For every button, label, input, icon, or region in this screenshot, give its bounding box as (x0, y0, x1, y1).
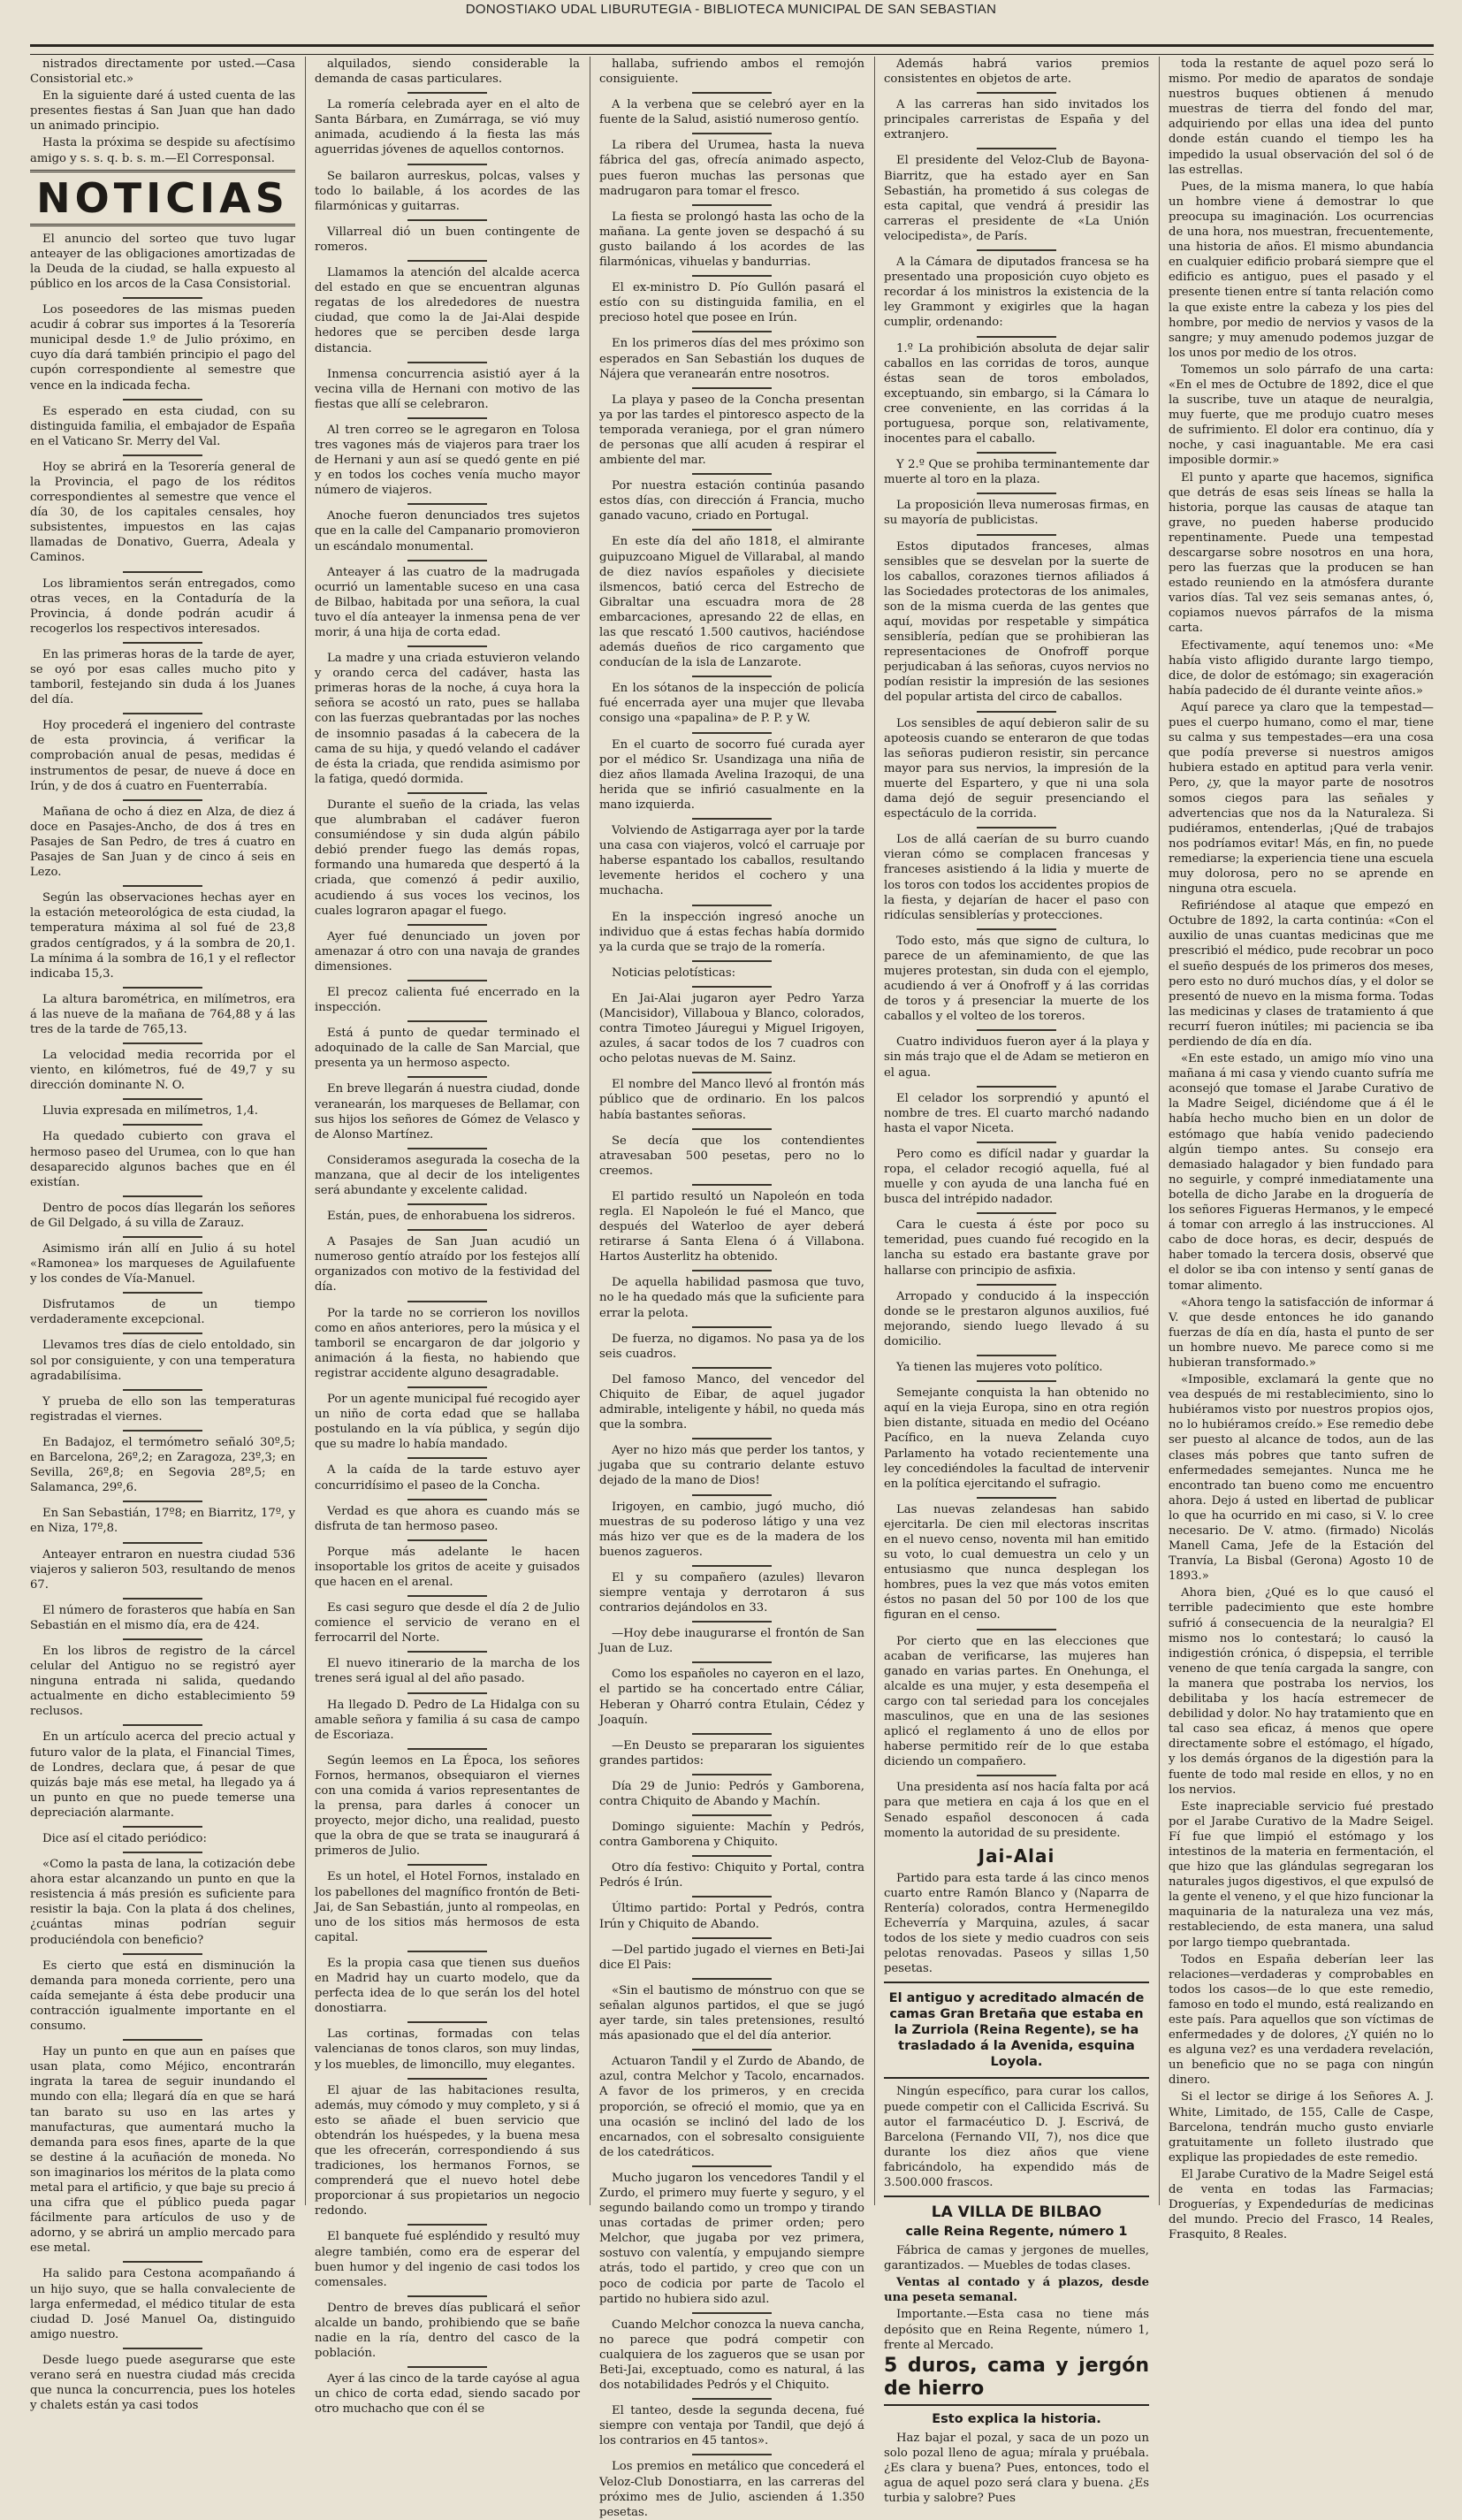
item-separator (315, 1226, 580, 1234)
item-separator (315, 160, 580, 169)
news-paragraph: Los sensibles de aquí debieron salir de su apoteosis cuando se enteraron de que todas las señoras pudieron resistir, sin percance mayor para sus nervios, la impresión de la muerte del Espartero, y que ni una sola dama dejó de seguir presenciando el espectáculo de la corrida. (884, 716, 1149, 821)
item-separator (884, 1771, 1149, 1780)
news-paragraph: Villarreal dió un buen contingente de romeros. (315, 225, 580, 254)
news-paragraph: Del famoso Manco, del vencedor del Chiquito de Eibar, de aquel jugador admirable, inteligente y hábil, no queda más que la sombra. (599, 1372, 864, 1432)
ad-gran-bretana (884, 1982, 1149, 2079)
item-separator (30, 2035, 295, 2044)
item-separator (315, 358, 580, 367)
news-paragraph: Está á punto de quedar terminado el adoquinado de la calle de San Marcial, que presenta ya un hermoso aspecto. (315, 1027, 580, 1071)
ad-subtitle: calle Reina Regente, número 1 (905, 2225, 1128, 2240)
item-separator (315, 1017, 580, 1026)
item-separator (884, 88, 1149, 97)
item-separator (599, 1562, 864, 1570)
item-separator (884, 1138, 1149, 1147)
news-paragraph: Pero como es difícil nadar y guardar la ropa, el celador recogió aquella, fué al muelle y con ayuda de una lancha fué en busca del intrépido nadador. (884, 1147, 1149, 1207)
news-paragraph: El Jarabe Curativo de la Madre Seigel está de venta en todas las Farmacias; Droguerías, y Expendedurías de medicinas del mundo. Precio del Frasco, 14 Reales, Frasquito, 8 Reales. (1169, 2167, 1434, 2242)
item-separator (599, 1323, 864, 1332)
news-paragraph: Una presidenta así nos hacía falta por acá para que metiera en caja á los que en el Senado español desconocen á cada momento la autoridad de su presidente. (884, 1781, 1149, 1840)
news-paragraph: Disfrutamos de un tiempo verdaderamente excepcional. (30, 1298, 295, 1327)
item-separator (315, 556, 580, 565)
news-paragraph: —Del partido jugado el viernes en Beti-Jai dice El Pais: (599, 1943, 864, 1972)
news-paragraph: La madre y una criada estuvieron velando y orando cerca del cadáver, hasta las primeras horas de la noche, á cuya hora la señora se acostó un rato, pues se hallaba con las fuerzas quebrantadas por las noches de insomnio pasadas á la cabecera de la cama de su hija, y quedó velando el cadáver de ésta la criada, que rendida asimismo por la fatiga, quedó dormida. (315, 652, 580, 786)
item-separator (315, 1297, 580, 1306)
news-paragraph: De aquella habilidad pasmosa que tuvo, no le ha quedado más que la suficiente para errar la pelota. (599, 1276, 864, 1320)
item-separator (599, 2162, 864, 2171)
item-separator (30, 2257, 295, 2266)
news-paragraph: A Pasajes de San Juan acudió un numeroso gentío atraído por los festejos allí organizados con motivo de la festividad del día. (315, 1235, 580, 1294)
news-paragraph: Irigoyen, en cambio, jugó mucho, dió muestras de su poderoso látigo y una vez más hizo ver que es de la madera de los buenos zagueros. (599, 1500, 864, 1559)
news-paragraph: Porque más adelante le hacen insoportable los gritos de aceite y guisados que hacen en el arenal. (315, 1545, 580, 1589)
news-list (884, 57, 1149, 1841)
item-separator (884, 144, 1149, 153)
news-paragraph: Inmensa concurrencia asistió ayer á la vecina villa de Hernani con motivo de las fiestas que allí se celebraron. (315, 367, 580, 411)
item-separator (599, 525, 864, 534)
item-separator (315, 88, 580, 97)
news-paragraph: La proposición lleva numerosas firmas, en su mayoría de publicistas. (884, 499, 1149, 528)
item-separator (30, 1192, 295, 1201)
item-separator (315, 1454, 580, 1462)
news-paragraph: Este inapreciable servicio fué prestado por el Jarabe Curativo de la Madre Seigel. Fí fue que limpió el estómago y los intestinos de la materia en fermentación, el que hizo que las glándulas segregaran los naturales jugos digestivos, el que expulsó de la gente el veneno, y el que hizo funcionar la maquinaria de la naturaleza una vez más, restableciendo, de esta manera, una salud por largo tiempo quebrantada. (1169, 1799, 1434, 1950)
item-separator (599, 2309, 864, 2318)
item-separator (30, 1721, 295, 1730)
newspaper-page (30, 44, 1434, 2519)
news-paragraph: Hoy se abrirá en la Tesorería general de la Provincia, el pago de los réditos correspondientes al semestre que vence el día 30, de los capitales censales, hoy subsistentes, impuestos en las cajas llamadas de Donativo, Guerra, Adeala y Caminos. (30, 460, 295, 565)
column-4 (884, 57, 1149, 2506)
item-separator (884, 823, 1149, 832)
news-paragraph: Los premios en metálico que concederá el Veloz-Club Donostiarra, en las carreras del próximo mes de Julio, ascienden á 1.350 pesetas. (599, 2460, 864, 2519)
news-list (599, 57, 864, 2520)
jai-alai-title: Jai-Alai (978, 1844, 1055, 1867)
item-separator (315, 1536, 580, 1545)
news-paragraph: El y su compañero (azules) llevaron siempre ventaja y derrotaron á sus contrarios dejándolos en 33. (599, 1570, 864, 1615)
item-separator (315, 1860, 580, 1869)
section-title-noticias: NOTICIAS (30, 170, 295, 226)
news-paragraph: Llamamos la atención del alcalde acerca del estado en que se encuentran algunas regatas de los alrededores de nuestra ciudad, que como la de Jai-Alai despide hedores que se perciben desde larga distancia. (315, 266, 580, 355)
news-paragraph: El tanteo, desde la segunda decena, fué siempre con ventaja por Tandil, que dejó á los contrarios en 45 tantos». (599, 2404, 864, 2448)
item-separator (30, 1288, 295, 1297)
news-paragraph: Según las observaciones hechas ayer en la estación meteorológica de esta ciudad, la temperatura máxima al sol fué de 23,8 grados centígrados, y á la sombra de 20,1. La mínima á la sombra de 16,1 y el reflector indicaba 15,3. (30, 891, 295, 981)
item-separator (30, 882, 295, 890)
news-paragraph: Ahora bien, ¿Qué es lo que causó el terrible padecimiento que este hombre sufrió á consecuencia de la neuralgia? El mismo nos lo contestará; lo causó la indigestión crónica, ó dispepsia, el terrible veneno de que tenía cargada la sangre, con la manera que postraba los nervios, los debilitaba y los hacía estremecer de debilidad y dolor. No hay tratamiento que en tal caso sea eficaz, á menos que opere directamente sobre el estómago, el hígado, y los demás órganos de la digestión para la fuente de todo mal reside en ellos, y no en los nervios. (1169, 1586, 1434, 1797)
news-paragraph: Llevamos tres días de cielo entoldado, sin sol por consiguiente, y con una temperatura agradabilísima. (30, 1339, 295, 1383)
item-separator (599, 470, 864, 478)
news-paragraph: Se bailaron aurreskus, polcas, valses y todo lo bailable, á los acordes de las filarmónicas y guitarras. (315, 169, 580, 213)
news-paragraph: Es esperado en esta ciudad, con su distinguida familia, el embajador de España en el Vaticano Sr. Merry del Val. (30, 404, 295, 448)
item-separator (884, 448, 1149, 457)
item-separator (30, 1950, 295, 1959)
item-separator (884, 707, 1149, 716)
item-separator (599, 1363, 864, 1372)
column-5 (1169, 57, 1434, 2242)
news-paragraph: Ha salido para Cestona acompañando á un hijo suyo, que se halla convaleciente de larga enfermedad, el médico titular de esta ciudad D. José Manuel Oa, distinguido amigo nuestro. (30, 2267, 295, 2341)
ad-villa-bilbao (884, 2195, 1149, 2406)
news-paragraph: La altura barométrica, en milímetros, era á las nueve de la mañana de 764,88 y á las tres de la tarde de 765,13. (30, 992, 295, 1036)
columns-container (30, 57, 1434, 2519)
news-paragraph: Al tren correo se le agregaron en Tolosa tres vagones más de viajeros para traer los de Hernani y aun así se quedó gente en pié y en todos los coches venía mucho mayor número de viajeros. (315, 423, 580, 498)
archive-header: DONOSTIAKO UDAL LIBURUTEGIA - BIBLIOTECA MUNICIPAL DE SAN SEBASTIAN (465, 2, 997, 17)
item-separator (315, 1495, 580, 1504)
item-separator (30, 983, 295, 992)
historia-text: Haz bajar el pozal, y saca de un pozo un solo pozal lleno de agua; mírala y pruébala. ¿Es clara y buena? Pues, entonces, todo el agua de aquel pozo será clara y buena. ¿Es turbia y salobre? Pues (884, 2431, 1149, 2506)
column-divider (1159, 57, 1160, 2205)
news-paragraph: En los primeros días del mes próximo son esperados en San Sebastián los duques de Nájera que veranearán entre nosotros. (599, 337, 864, 381)
news-paragraph: La fiesta se prolongó hasta las ocho de la mañana. La gente joven se despachó á su gusto bailando á los acordes de las filarmónicas, vihuelas y bandurrias. (599, 210, 864, 270)
item-separator (599, 88, 864, 97)
news-paragraph: Es cierto que está en disminución la demanda para moneda corriente, pero una caída semejante á ésta debe producir una contracción igualmente importante en el consumo. (30, 1959, 295, 2034)
top-rule (30, 44, 1434, 55)
news-paragraph: Noticias pelotísticas: (612, 966, 736, 980)
news-paragraph: El presidente del Veloz-Club de Bayona-Biarritz, que ha estado ayer en San Sebastián, ha prometido á sus colegas de esta capital, que vendrá á presidir las carreras el presidente de «La Unión velocipedista», de París. (884, 154, 1149, 243)
news-paragraph: Se decía que los contendientes atravesaban 500 pesetas, pero no lo creemos. (599, 1134, 864, 1178)
ad-big-line: 5 duros, cama y jergón de hierro (884, 2354, 1149, 2400)
item-separator (599, 2045, 864, 2054)
item-separator (30, 1095, 295, 1103)
item-separator (315, 642, 580, 651)
item-separator (599, 901, 864, 910)
item-separator (599, 201, 864, 210)
news-paragraph: El anuncio del sorteo que tuvo lugar anteayer de las obligaciones amortizadas de la Deuda de la ciudad, se halla expuesto al público en los arcos de la Casa Consistorial. (30, 232, 295, 291)
item-separator (599, 1934, 864, 1943)
news-paragraph: El nuevo itinerario de la marcha de los trenes será igual al del año pasado. (315, 1657, 580, 1686)
news-paragraph: Es la propia casa que tienen sus dueños en Madrid hay un cuarto modelo, que da perfecta idea de lo que serán los del hotel donostiarra. (315, 1956, 580, 2016)
news-paragraph: En el cuarto de socorro fué curada ayer por el médico Sr. Usandizaga una niña de diez años llamada Avelina Irazoqui, de una herida que se infirió casualmente en la mano izquierda. (599, 737, 864, 812)
news-paragraph: Verdad es que ahora es cuando más se disfruta de tan hermoso paseo. (315, 1504, 580, 1533)
news-paragraph: Efectivamente, aquí tenemos uno: «Me había visto afligido durante largo tiempo, dice, de dolor de estómago; sin exageración había padecido de él durante veinte años.» (1169, 638, 1434, 698)
item-separator (884, 1026, 1149, 1035)
item-separator (30, 2344, 295, 2353)
item-separator (599, 1770, 864, 1779)
news-paragraph: El celador los sorprendió y apuntó el nombre de tres. El cuarto marchó nadando hasta el vapor Niceta. (884, 1091, 1149, 1135)
news-paragraph: El nombre del Manco llevó al frontón más público que de ordinario. En los palcos había bastantes señoras. (599, 1078, 864, 1122)
item-separator (599, 1811, 864, 1820)
news-paragraph: El banquete fué espléndido y resultó muy alegre también, como era de esperar del buen humor y del ingenio de casi todos los comensales. (315, 2230, 580, 2289)
news-paragraph: —En Deusto se prepararan los siguientes grandes partidos: (599, 1738, 864, 1768)
news-paragraph: Mañana de ocho á diez en Alza, de diez á doce en Pasajes-Ancho, de dos á tres en Pasajes de San Pedro, de tres á cuatro en Pasajes de San Juan y de cinco á seis en Lezo. (30, 805, 295, 880)
item-separator (884, 489, 1149, 498)
item-separator (599, 957, 864, 966)
news-paragraph: Cara le cuesta á éste por poco su temeridad, pues cuando fué recogido en la lancha su estado era bastante grave por hallarse con principio de asfixia. (884, 1218, 1149, 1278)
item-separator (599, 384, 864, 393)
news-paragraph: A la Cámara de diputados francesa se ha presentado una proposición cuyo objeto es recordar á los ministros la existencia de la ley Grammont y exigirles que la hagan cumplir, ordenando: (884, 256, 1149, 330)
news-paragraph: En las primeras horas de la tarde de ayer, se oyó por esas calles mucho pito y tamboril, festejando sin duda á los Juanes del día. (30, 647, 295, 707)
item-separator (599, 1658, 864, 1667)
news-paragraph: Dentro de breves días publicará el señor alcalde un bando, prohibiendo que se bañe nadie en la ría, dentro del casco de la población. (315, 2301, 580, 2361)
news-paragraph: La romería celebrada ayer en el alto de Santa Bárbara, en Zumárraga, se vió muy animada, acudiendo á la fiesta las más aguerridas jóvenes de aquellos contornos. (315, 98, 580, 157)
item-separator (315, 2292, 580, 2301)
news-paragraph: Y 2.º Que se prohiba terminantemente dar muerte al toro en la plaza. (884, 458, 1149, 487)
news-paragraph: Es casi seguro que desde el día 2 de Julio comience el servicio de verano en el ferrocarril del Norte. (315, 1601, 580, 1646)
item-separator (884, 925, 1149, 934)
news-paragraph: Anteayer entraron en nuestra ciudad 536 viajeros y salieron 503, resultando de menos 67. (30, 1547, 295, 1592)
news-list (315, 57, 580, 2417)
item-separator (599, 1125, 864, 1134)
item-separator (315, 1647, 580, 1656)
news-paragraph: Además habrá varios premios consistentes en objetos de arte. (884, 57, 1149, 87)
item-separator (30, 568, 295, 577)
item-separator (884, 1280, 1149, 1289)
historia-title: Esto explica la historia. (932, 2411, 1101, 2426)
news-paragraph: Hay un punto en que aun en países que usan plata, como Méjico, encontrarán ingrata la tarea de seguir inundando el mundo con ella; llegará día en que se hará tan barato su uso en las artes y manufacturas, que aumentará mucho la demanda para esos fines, aparte de la que se destine á la acuñación de moneda. No son imaginarios los méritos de la plata como metal para el artificio, y que baje su precio á una cifra que el público pueda pagar fácilmente para artículos de uso y de adorno, y se abrirá un amplio mercado para ese metal. (30, 2045, 295, 2256)
news-paragraph: La playa y paseo de la Concha presentan ya por las tardes el pintoresco aspecto de la temporada veraniega, por el gran número de personas que allí acuden á respirar el ambiente del mar. (599, 393, 864, 468)
news-paragraph: Los libramientos serán entregados, como otras veces, en la Contaduría de la Provincia, á donde podrán acudir á recogerlos los respectivos interesados. (30, 577, 295, 636)
item-separator (599, 1852, 864, 1860)
news-paragraph: Ha quedado cubierto con grava el hermoso paseo del Urumea, con lo que han desaparecido algunos baches que en él existían. (30, 1130, 295, 1189)
news-paragraph: Lluvia expresada en milímetros, 1,4. (42, 1104, 258, 1119)
news-paragraph: Anoche fueron denunciados tres sujetos que en la calle del Campanario promovieron un escándalo monumental. (315, 509, 580, 554)
news-paragraph: Día 29 de Junio: Pedrós y Gamborena, contra Chiquito de Abando y Machín. (599, 1779, 864, 1808)
item-separator (30, 1822, 295, 1831)
item-separator (599, 1974, 864, 1983)
item-separator (315, 2074, 580, 2083)
item-separator (599, 2394, 864, 2403)
item-separator (30, 1848, 295, 1857)
news-paragraph: Ayer á las cinco de la tarde cayóse al agua un chico de corta edad, siendo sacado por otro muchacho que con él se (315, 2372, 580, 2417)
column-3 (599, 57, 864, 2519)
ad-text: Fábrica de camas y jergones de muelles, garantizados. — Muebles de todas clases. (884, 2244, 1149, 2273)
ad-extra: Ventas al contado y á plazos, desde una peseta semanal. (884, 2276, 1149, 2305)
news-paragraph: Cuando Melchor conozca la nueva cancha, no parece que podrá competir con cualquiera de los zagueros que se usan por Beti-Jai, exceptuado, como es natural, á las dos notabilidades Pedrós y el Chiquito. (599, 2318, 864, 2393)
news-paragraph: Según leemos en La Época, los señores Fornos, hermanos, obsequiaron el viernes con una comida á varios representantes de la prensa, para darles á conocer un proyecto, mejor dicho, una realidad, puesto que la obra de que se trata se inaugurará á primeros de Julio. (315, 1753, 580, 1859)
news-paragraph: Están, pues, de enhorabuena los sidreros. (327, 1210, 575, 1224)
item-separator (315, 1947, 580, 1956)
news-paragraph: Hoy procederá el ingeniero del contraste de esta provincia, á verificar la comprobación anual de pesas, medidas é instrumentos de pesar, de nueve á doce en Irún, y de dos á cuatro en Fuenterrabía. (30, 719, 295, 793)
news-paragraph: Por un agente municipal fué recogido ayer un niño de corta edad que se hallaba postulando en la vía pública, y según dijo que su madre lo había mandado. (315, 1393, 580, 1452)
news-paragraph: En los sótanos de la inspección de policía fué encerrada ayer una mujer que llevaba consigo una «papalina» de P. P. y W. (599, 682, 864, 726)
item-separator (30, 1039, 295, 1048)
item-separator (599, 271, 864, 280)
news-paragraph: A la verbena que se celebró ayer en la fuente de la Salud, asistió numeroso gentío. (599, 98, 864, 127)
item-separator (599, 1266, 864, 1275)
news-paragraph: Dentro de pocos días llegarán los señores de Gil Delgado, á su villa de Zarauz. (30, 1201, 295, 1230)
item-separator (30, 1594, 295, 1603)
item-separator (315, 920, 580, 929)
news-paragraph: Si el lector se dirige á los Señores A. J. White, Limitado, de 155, Calle de Caspe, Barcelona, tendrán mucho gusto enviarle gratuitamente un folleto ilustrado que explique las propiedades de este remedio. (1169, 2090, 1434, 2165)
news-paragraph: 1.º La prohibición absoluta de dejar salir caballos en las corridas de toros, aunque éstas sean de toros embolados, exceptuando, sin embargo, si la Cámara lo cree conveniente, en las corridas á la portuguesa, porque son, relativamente, inocentes para el caballo. (884, 341, 1149, 447)
item-separator (315, 414, 580, 423)
news-paragraph: —Hoy debe inaugurarse el frontón de San Juan de Luz. (599, 1627, 864, 1656)
item-separator (315, 789, 580, 798)
news-paragraph: Tomemos un solo párrafo de una carta: «En el mes de Octubre de 1892, dice el que la suscribe, tuve un ataque de neuralgia, muy fuerte, que me produjo cuatro meses de sufrimiento. El dolor era continuo, día y noche, y casi inaguantable. Me era casi imposible dormir.» (1169, 363, 1434, 468)
item-separator (315, 256, 580, 265)
news-paragraph: Durante el sueño de la criada, las velas que alumbraban el cadáver fueron consumiéndose y sin duda algún pábilo debió prender fuego las demás ropas, formando una humareda que despertó á la criada, que comenzó á pedir auxilio, acudiendo á sus voces los vecinos, los cuales lograron apagar el fuego. (315, 798, 580, 918)
news-paragraph: Las nuevas zelandesas han sabido ejercitarla. De cien mil electoras inscritas en el nuevo censo, noventa mil han emitido su voto, lo cual demuestra un celo y un entusiasmo que nunca desplegan los hombres, pues la vez que más votos emiten éstos no pasan del 50 por 100 de los que figuran en el censo. (884, 1502, 1149, 1623)
news-paragraph: Semejante conquista la han obtenido no aquí en la vieja Europa, sino en otra región bien distante, situada en medio del Océano Pacífico, en la nueva Zelanda cuyo Parlamento ha votado recientemente una ley concediéndoles la facultad de intervenir en la política ejercitando el sufragio. (884, 1386, 1149, 1491)
item-separator (315, 1200, 580, 1209)
item-separator (315, 2018, 580, 2027)
item-separator (30, 1539, 295, 1547)
item-separator (599, 129, 864, 138)
news-paragraph: Ha llegado D. Pedro de La Hidalga con su amable señora y familia á su casa de campo de Escoriaza. (315, 1698, 580, 1742)
news-paragraph: En un artículo acerca del precio actual y futuro valor de la plata, el Financial Times, de Londres, declara que, á pesar de que quizás baje más ese metal, ha llegado ya á un punto en que no puede temerse una depreciación alarmante. (30, 1730, 295, 1820)
news-paragraph: Consideramos asegurada la cosecha de la manzana, que al decir de los inteligentes será abundante y excelente calidad. (315, 1153, 580, 1197)
item-separator (599, 2450, 864, 2459)
item-separator (599, 729, 864, 737)
news-paragraph: Dice así el citado periódico: (42, 1832, 207, 1845)
ad-title: LA VILLA DE BILBAO (931, 2203, 1102, 2222)
item-separator (884, 1625, 1149, 1634)
news-paragraph: Estos diputados franceses, almas sensibles que se desvelan por la suerte de los caballos, corazones tiernos afiliados á las Sociedades protectoras de los animales, son de la misma cuerda de las gentes que aquí, movidas por respetable y simpática sensiblería, pedían que se prohibieran las representaciones de Onofroff porque perjudicaban á las señoras, cuyos nervios no podían resistir la impresión de las sesiones del popular artista del circo de caballos. (884, 539, 1149, 705)
item-separator (599, 982, 864, 991)
news-paragraph: El ajuar de las habitaciones resulta, además, muy cómodo y muy completo, y si á esto se añade el buen servicio que obtendrán los huéspedes, y la buena mesa que les ofrecerán, correspondiendo á sus tradiciones, los hermanos Fornos, se comprenderá que el nuevo hotel debe proporcionar á sus propietarios un negocio redondo. (315, 2083, 580, 2218)
news-paragraph: Por la tarde no se corrieron los novillos como en años anteriores, pero la música y el tamboril se encargaron de dar jolgorio y animación á la fiesta, no habiendo que registrar accidente alguno desagradable. (315, 1306, 580, 1380)
news-paragraph: En Jai-Alai jugaron ayer Pedro Yarza (Mancisidor), Villaboua y Blanco, colorados, contra Timoteo Jáuregui y Miguel Irigoyen, azules, á sacar todos de los 7 cuadros con ocho pelotas nuevas de M. Sainz. (599, 991, 864, 1066)
news-paragraph: Domingo siguiente: Machín y Pedrós, contra Gamborena y Chiquito. (599, 1821, 864, 1850)
news-paragraph: En San Sebastián, 17º8; en Biarritz, 17º, y en Niza, 17º,8. (30, 1507, 295, 1536)
news-paragraph: El precoz calienta fué encerrado en la inspección. (315, 985, 580, 1015)
ad-important: Importante.—Esta casa no tiene más depósito que en Reina Regente, número 1, frente al Mercado. (884, 2308, 1149, 2352)
news-paragraph: De fuerza, no digamos. No pasa ya de los seis cuadros. (599, 1332, 864, 1361)
news-paragraph: «Como la pasta de lana, la cotización debe ahora estar alcanzando un punto en que la resistencia á más presión es suficiente para resistir la baja. Con la plata á dos chelines, ¿cuántas minas podrían seguir produciéndola con beneficio? (30, 1858, 295, 1947)
item-separator (30, 796, 295, 805)
item-separator (315, 976, 580, 985)
item-separator (30, 1497, 295, 1506)
news-paragraph: Actuaron Tandil y el Zurdo de Abando, de azul, contra Melchor y Tacolo, encarnados. A favor de los primeros, y en crecida proporción, se ofreció el momio, que ya en una ocasión se inclinó del lado de los encarnados, con el sobresalto consiguiente de los catedráticos. (599, 2055, 864, 2159)
news-paragraph: Mucho jugaron los vencedores Tandil y el Zurdo, el primero muy fuerte y seguro, y el segundo bailando como un trompo y tirando unas cortadas de primer orden; pero Melchor, que jugaba por vez primera, sostuvo con valentía, y empujando siempre atrás, todo el partido, y creo que con un poco de codicia por parte de Tacolo el partido no hubiera sido azul. (599, 2171, 864, 2306)
news-paragraph: Todo esto, más que signo de cultura, lo parece de un afeminamiento, de que las mujeres protestan, sin duda con el ejemplo, acudiendo á ver á Onofroff y á las corridas de toros y á presenciar la muerte de los caballos y el volteo de los toreros. (884, 934, 1149, 1024)
news-paragraph: En los libros de registro de la cárcel celular del Antiguo no se registró ayer ninguna entrada ni salida, quedando actualmente en dicho establecimiento 59 reclusos. (30, 1644, 295, 1719)
item-separator (315, 1383, 580, 1392)
news-paragraph: «En este estado, un amigo mío vino una mañana á mi casa y viendo cuanto sufría me aconsejó que tomase el Jarabe Curativo de la Madre Seigel, diciéndome que á él le había hecho mucho bien en un dolor de estómago que había venido padeciendo algún tiempo antes. Su consejo era demasiado halagador y bien fundado para no seguirle, y compré inmediatamente una botella de dicho Jarabe en la droguería de los señores Figueras Hermanos, y le empecé á tomar con arreglo á las instrucciones. Al cabo de doce horas, es decir, después de haber tomado la tercera dosis, observé que el dolor se iba con intenso y sentí ganas de tomar alimento. (1169, 1052, 1434, 1293)
item-separator (599, 1434, 864, 1443)
news-paragraph: Aquí parece ya claro que la tempestad—pues el cuerpo humano, como el mar, tiene su calma y sus tempestades—era una cosa que podía preverse si nuestros amigos hubiera estado en aptitud para verla venir. Pero, ¿y, que la mayor parte de nosotros somos ciegos para las señales y advertencias que nos da la Naturaleza. Si pudiéramos, entenderlas, ¡Qué de trabajos nos podríamos evitar! Más, en fin, no puede remediarse; la experiencia tiene una escuela muy dolorosa, pero no se aprende en ninguna otra escuela. (1169, 700, 1434, 897)
item-separator (315, 216, 580, 225)
news-paragraph: El número de forasteros que había en San Sebastián en el mismo día, era de 424. (30, 1603, 295, 1632)
item-separator (884, 1377, 1149, 1386)
news-paragraph: En este día del año 1818, el almirante guipuzcoano Miguel de Villarabal, al mando de diez navíos españoles y diecisiete ilsmencos, batió cerca del Estrecho de Gibraltar una escuadra mora de 28 embarcaciones, apresando 22 de ellas, en las que rescató 1.500 cautivos, haciéndose además dueños de rico cargamento que conducían de la isla de Lanzarote. (599, 535, 864, 670)
news-paragraph: A la caída de la tarde estuvo ayer concurridísimo el paseo de la Concha. (315, 1463, 580, 1493)
news-paragraph: Volviendo de Astigarraga ayer por la tarde una casa con viajeros, volcó el carruaje por haberse espantado los caballos, resultando levemente heridos el cochero y una muchacha. (599, 824, 864, 898)
news-paragraph: Otro día festivo: Chiquito y Portal, contra Pedrós é Irún. (599, 1861, 864, 1890)
item-separator (884, 246, 1149, 255)
item-separator (315, 500, 580, 508)
column-1 (30, 57, 295, 2413)
item-separator (315, 1592, 580, 1600)
item-separator (599, 1180, 864, 1189)
item-separator (30, 638, 295, 647)
item-separator (30, 395, 295, 404)
news-paragraph: Las cortinas, formadas con telas valencianas de tonos claros, son muy lindas, y los muebles, de limoncillo, muy elegantes. (315, 2027, 580, 2072)
news-paragraph: En Badajoz, el termómetro señaló 30º,5; en Barcelona, 26º,2; en Zaragoza, 23º,3; en Sevilla, 26º,8; en Segovia 28º,5; en Salamanca, 29º,6. (30, 1435, 295, 1495)
column-divider (305, 57, 306, 2205)
item-separator (315, 2363, 580, 2371)
news-paragraph: El partido resultó un Napoleón en toda regla. El Napoleón le fué el Manco, que después del Waterloo de ayer deberá retirarse á Santa Elena ó á Villabona. Hartos Austerlitz ha obtenido. (599, 1189, 864, 1264)
news-paragraph: Los de allá caerían de su burro cuando vieran cómo se complacen francesas y franceses asistiendo á la lidia y muerte de los toros con todos los accidentes propios de la fiesta, y dejarían de hacer el paso con ridículas sensiblerías y protecciones. (884, 833, 1149, 922)
item-separator (884, 1351, 1149, 1360)
item-separator (315, 1073, 580, 1081)
news-paragraph: nistrados directamente por usted.—Casa Consistorial etc.» (30, 57, 295, 87)
item-separator (599, 327, 864, 336)
ad-callicida-text: Ningún específico, para curar los callos, puede competir con el Callicida Escrivá. Su autor el farmacéutico D. J. Escrivá, de Barcelona (Fernando VII, 7), nos dice que durante los diez años que viene fabricándolo, ha expendido más de 3.500.000 frascos. (884, 2085, 1149, 2189)
item-separator (30, 1426, 295, 1435)
item-separator (599, 1892, 864, 1901)
news-paragraph: Como los españoles no cayeron en el lazo, el partido se ha concertado entre Cáliar, Heberan y Oharró contra Etulain, Cédez y Joaquín. (599, 1668, 864, 1727)
news-paragraph: Pues, de la misma manera, lo que había un hombre viene á demostrar lo que preocupa su imaginación. Los ocurrencias de una hora, nos muestran, frecuentemente, una historia de años. El mismo abundancia en cualquier edificio probará siempre que el edificio es antiguo, pues el pasado y el presente tienen entre sí tanta relación como la que existe entre la cabeza y los pies del hombre, por medio de nervios y vasos de la sangre; y muy amenudo podemos juzgar de los unos por medio de los otros. (1169, 179, 1434, 360)
item-separator (30, 451, 295, 460)
item-separator (30, 1386, 295, 1394)
news-paragraph: En breve llegarán á nuestra ciudad, donde veranearán, los marqueses de Bellamar, con sus hijos los señores de Gómez de Velasco y de Alonso Martínez. (315, 1082, 580, 1142)
news-paragraph: Asimismo irán allí en Julio á su hotel «Ramonea» los marqueses de Aguilafuente y los condes de Vía-Manuel. (30, 1242, 295, 1287)
news-paragraph: Y prueba de ello son las temperaturas registradas el viernes. (30, 1394, 295, 1424)
item-separator (599, 672, 864, 681)
news-paragraph: Ayer fué denunciado un joven por amenazar á otro con una navaja de grandes dimensiones. (315, 929, 580, 974)
news-paragraph: «Imposible, exclamará la gente que no vea después de mi restablecimiento, sino lo hubiéramos visto por nuestros propios ojos, no lo hubiéramos creído.» Ese remedio debe ser puesto al alcance de todos, aun de las clases más pobres que tanto sufren de enfermedades semejantes. Nunca me he encontrado tan bueno como me encuentro ahora. Dejo á usted en libertad de publicar lo que ha ocurrido en mi caso, si V. lo cree necesario. De V. atmo. (firmado) Nicolás Manell Cama, Jefe de la Estación del Tranvía, La Bisbal (Gerona) Agosto 10 de 1893.» (1169, 1373, 1434, 1584)
news-paragraph: La velocidad media recorrida por el viento, en kilómetros, fué de 49,7 y su dirección dominante N. O. (30, 1049, 295, 1093)
news-paragraph: Es un hotel, el Hotel Fornos, instalado en los pabellones del magnífico frontón de Beti-Jai, de San Sebastián, junto al rompeolas, en uno de los sitios más hermosos de esta capital. (315, 1870, 580, 1944)
item-separator (315, 1144, 580, 1153)
item-separator (30, 294, 295, 302)
item-separator (315, 1745, 580, 1753)
news-paragraph: Hasta la próxima se despide su afectísimo amigo y s. s. q. b. s. m.—El Corresponsal. (30, 136, 295, 165)
jai-alai-text: Partido para esta tarde á las cinco menos cuarto entre Ramón Blanco y (Naparra de Rentería) colorados, contra Hermenegildo Echeverría y Marquina, azules, á sacar todos de los siete y medio cuadros con seis pelotas renovadas. Paseos y sillas 1,50 pesetas. (884, 1871, 1149, 1976)
news-paragraph: Arropado y conducido á la inspección donde se le prestaron algunos auxilios, fué mejorando, siendo luego llevado á su domicilio. (884, 1289, 1149, 1348)
item-separator (30, 1329, 295, 1338)
news-paragraph: Último partido: Portal y Pedrós, contra Irún y Chiquito de Abando. (599, 1902, 864, 1931)
ad-title: El antiguo y acreditado almacén de camas Gran Bretaña que estaba en la Zurriola (Reina Regente), se ha trasladado á la Avenida, esquina Loyola. (888, 1991, 1145, 2070)
item-separator (884, 531, 1149, 539)
item-separator (884, 332, 1149, 341)
item-separator (599, 1068, 864, 1077)
news-paragraph: En la siguiente daré á usted cuenta de las presentes fiestas á San Juan que han dado un animado principio. (30, 89, 295, 134)
news-paragraph: toda la restante de aquel pozo será lo mismo. Por medio de aparatos de sondaje nuestros buques obtienen á menudo muestras de tierra del fondo del mar, adquiriendo por ellas una idea del punto donde están cuando el tiempo les ha impedido la usual observación del sol ó de las estrellas. (1169, 57, 1434, 177)
news-paragraph: Ayer no hizo más que perder los tantos, y jugaba que su contrario delante estuvo dejado de la mano de Dios! (599, 1444, 864, 1488)
news-paragraph: Por nuestra estación continúa pasando estos días, con dirección á Francia, mucho ganado vacuno, criado en Portugal. (599, 479, 864, 523)
column-divider (874, 57, 875, 2205)
noticias-list (30, 232, 295, 2414)
news-paragraph: Ya tienen las mujeres voto político. (896, 1361, 1103, 1375)
item-separator (884, 1082, 1149, 1091)
news-paragraph: «Sin el bautismo de mónstruo con que se señalan algunos partidos, el que se jugó ayer tarde, sin tales pretensiones, resultó más apasionado que el del día anterior. (599, 1983, 864, 2043)
news-paragraph: Desde luego puede asegurarse que este verano será en nuestra ciudad más crecida que nunca la concurrencia, pues los hoteles y chalets están ya casi todos (30, 2353, 295, 2413)
item-separator (315, 2220, 580, 2229)
news-paragraph: Por cierto que en las elecciones que acaban de verificarse, las mujeres han ganado en varias partes. En Onehunga, el alcalde es una mujer, y esta desempeña el cargo con tal seriedad para los concejales masculinos, que en una de las sesiones aplicó el reglamento á uno de ellos por haberse permitido reír de lo que estaba diciendo un compañero. (884, 1634, 1149, 1769)
item-separator (30, 1233, 295, 1241)
news-paragraph: La ribera del Urumea, hasta la nueva fábrica del gas, ofrecía animado aspecto, pues fueron muchas las personas que madrugaron para tomar el fresco. (599, 139, 864, 198)
correspondence-end (30, 57, 295, 166)
item-separator (30, 1635, 295, 1644)
item-separator (599, 814, 864, 823)
news-paragraph: Todos en España deberían leer las relaciones—verdaderas y comprobables en todos los casos—de lo que este remedio, famoso en todo el mundo, está realizando en este país. Para aquellos que son víctimas de enfermedades y de dolores, ¿Y quién no lo es alguna vez? es una verdadera revelación, un beneficio que no se paga con ningún dinero. (1169, 1952, 1434, 2088)
news-paragraph: Refiriéndose al ataque que empezó en Octubre de 1892, la carta continúa: «Con el auxilio de unas cuantas medicinas que me prescribió el médico, pude recobrar un poco el sueño después de los primeros dos meses, pero esto no duró muchos días, y el dolor se presentó de nuevo en la misma forma. Todas las medicinas y clases de tratamiento á que recurrí fueron inútiles; mi paciencia se iba perdiendo de día en día. (1169, 899, 1434, 1049)
item-separator (315, 1689, 580, 1698)
news-paragraph: El punto y aparte que hacemos, significa que detrás de esas seis líneas se halla la historia, porque las causas de ataque tan grave, no pueden haberse producido repentinamente. Puede una tempestad descargarse sobre nosotros en una hora, pero las fuerzas que la producen se han estado reuniendo en la atmósfera durante varios días. Tal vez seis semanas antes, ó, copiamos nuevos párrafos de la misma carta. (1169, 470, 1434, 636)
item-separator (884, 1493, 1149, 1502)
item-separator (599, 1617, 864, 1626)
news-paragraph: alquilados, siendo considerable la demanda de casas particulares. (315, 57, 580, 87)
item-separator (599, 1730, 864, 1738)
item-separator (884, 1209, 1149, 1218)
news-paragraph: Cuatro individuos fueron ayer á la playa y sin más trajo que el de Adam se metieron en el agua. (884, 1035, 1149, 1080)
news-paragraph: hallaba, sufriendo ambos el remojón consiguiente. (599, 57, 864, 87)
news-paragraph: En la inspección ingresó anoche un individuo que á estas fechas había dormido ya la curda que se trajo de la romería. (599, 910, 864, 954)
item-separator (30, 709, 295, 718)
news-paragraph: Anteayer á las cuatro de la madrugada ocurrió un lamentable suceso en una casa de Bilbao, habitada por una señora, la cual tuvo el día anteayer la inmensa pena de ver morir, á una hija de corta edad. (315, 565, 580, 639)
news-paragraph: El ex-ministro D. Pío Gullón pasará el estío con su distinguida familia, en el precioso hotel que posee en Irún. (599, 281, 864, 325)
column-2 (315, 57, 580, 2417)
item-separator (30, 1120, 295, 1129)
item-separator (599, 1491, 864, 1500)
news-paragraph: A las carreras han sido invitados los principales carreristas de España y del extranjero. (884, 98, 1149, 142)
news-paragraph: Los poseedores de las mismas pueden acudir á cobrar sus importes á la Tesorería municipal desde 1.º de Julio próximo, en cuyo día dará también principio el pago del cupón correspondiente al semestre que vence en la indicada fecha. (30, 303, 295, 393)
article-body (1169, 57, 1434, 2242)
news-paragraph: «Ahora tengo la satisfacción de informar á V. que desde entonces he ido ganando fuerzas de día en día, hasta el punto de ser un hombre nuevo. Me parece como si me hubieran transformado.» (1169, 1295, 1434, 1370)
